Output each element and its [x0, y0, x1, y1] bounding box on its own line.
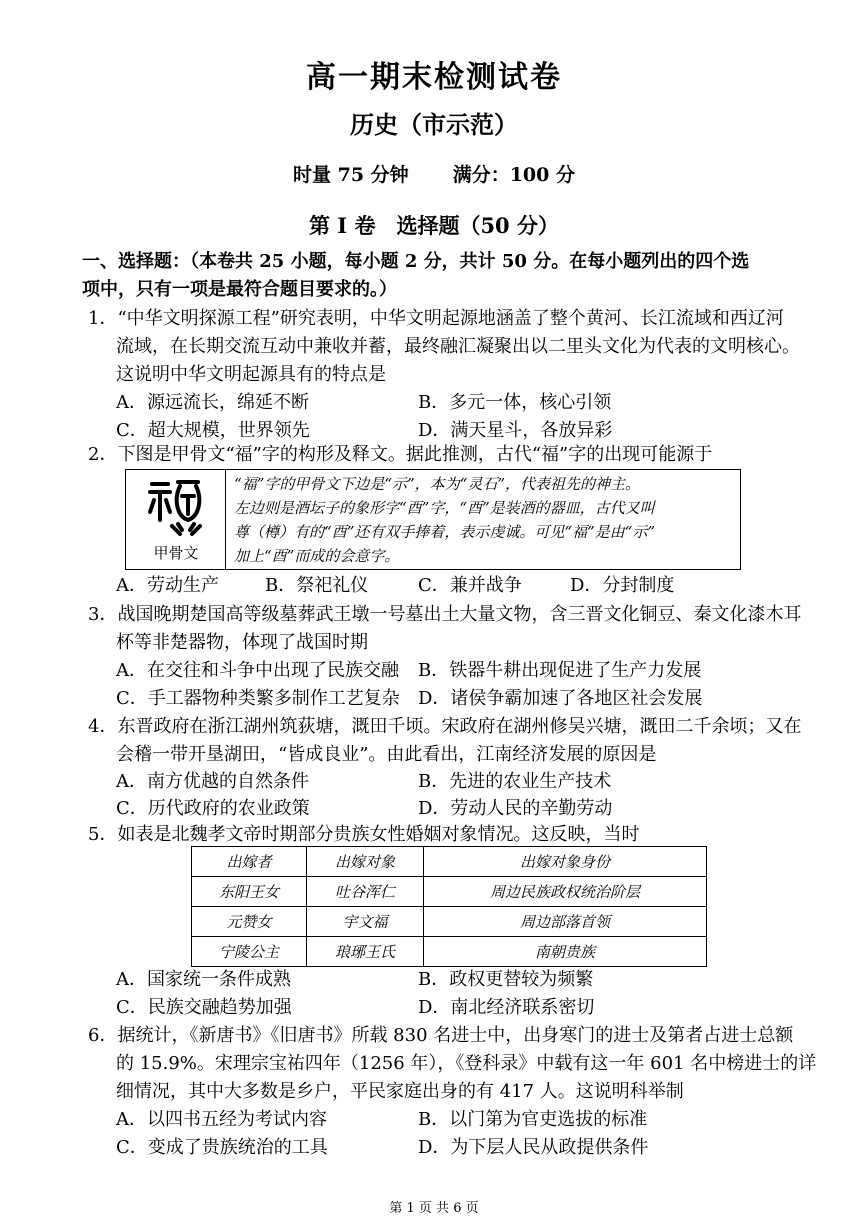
- q4-option-a[interactable]: A．南方优越的自然条件: [116, 771, 309, 792]
- q1-option-d[interactable]: D．满天星斗，各放异彩: [418, 420, 613, 441]
- q5-option-d[interactable]: D．南北经济联系密切: [418, 997, 595, 1018]
- q3-option-a[interactable]: A．在交往和斗争中出现了民族交融: [116, 660, 399, 681]
- q6-stem-line1: 6．据统计，《新唐书》《旧唐书》所载 830 名进士中，出身寒门的进士及第者占进士总额: [88, 1025, 794, 1046]
- table-row: [192, 937, 707, 967]
- exam-meta: [0, 160, 868, 187]
- section-instruction-line1: 一、选择题：（本卷共 25 小题，每小题 2 分，共计 50 分。在每小题列出的四个选: [82, 251, 750, 272]
- q1-stem-line2: 流域，在长期交流互动中兼收并蓄，最终融汇凝聚出以二里头文化为代表的文明核心。: [116, 336, 800, 357]
- q2-option-b[interactable]: B．祭祀礼仪: [265, 575, 369, 596]
- q5-stem: 5．如表是北魏孝文帝时期部分贵族女性婚姻对象情况。这反映，当时: [88, 824, 640, 845]
- q1-option-c[interactable]: C．超大规模，世界领先: [116, 420, 310, 441]
- q4-option-c[interactable]: C．历代政府的农业政策: [116, 798, 310, 819]
- table-cell: 吐谷浑仁: [307, 877, 424, 907]
- table-cell: 周边部落首领: [424, 907, 707, 937]
- table-header-row: [192, 847, 707, 877]
- explanation-line: 尊（樽）有的“酉”还有双手捧着，表示虔诚。可见“福”是由“示”: [234, 523, 656, 541]
- explanation-line: 左边则是酒坛子的象形字“酉”字，“酉”是装酒的器皿，古代又叫: [234, 499, 655, 517]
- q3-option-c[interactable]: C．手工器物种类繁多制作工艺复杂: [116, 688, 400, 709]
- table-cell: 元赞女: [192, 907, 307, 937]
- q1-stem-line1: 1．“中华文明探源工程”研究表明，中华文明起源地涵盖了整个黄河、长江流域和西辽河: [88, 308, 784, 329]
- q2-option-d[interactable]: D．分封制度: [570, 575, 675, 596]
- q6-option-a[interactable]: A．以四书五经为考试内容: [116, 1109, 327, 1130]
- table-cell: 周边民族政权统治阶层: [424, 877, 707, 907]
- table-header: 出嫁对象: [307, 847, 424, 877]
- oracle-bone-fu-glyph-icon: [148, 476, 204, 540]
- exam-title: 高一期末检测试卷: [306, 60, 562, 95]
- q1-stem-line3: 这说明中华文明起源具有的特点是: [116, 364, 386, 385]
- q2-option-c[interactable]: C．兼并战争: [418, 575, 522, 596]
- q2-stem: 2．下图是甲骨文“福”字的构形及释文。据此推测，古代“福”字的出现可能源于: [88, 444, 713, 465]
- explanation-line: 加上“酉”而成的会意字。: [234, 547, 400, 565]
- explanation-line: “福”字的甲骨文下边是“示”，本为“灵石”，代表祖先的神主。: [234, 475, 641, 493]
- page-number: 第 1 页 共 6 页: [389, 1201, 479, 1216]
- q1-option-a[interactable]: A．源远流长，绵延不断: [116, 392, 309, 413]
- q3-stem-line2: 杯等非楚器物，体现了战国时期: [116, 632, 368, 653]
- table-cell: 琅琊王氏: [307, 937, 424, 967]
- q5-option-a[interactable]: A．国家统一条件成熟: [116, 969, 291, 990]
- q5-option-c[interactable]: C．民族交融趋势加强: [116, 997, 292, 1018]
- q6-option-c[interactable]: C．变成了贵族统治的工具: [116, 1137, 328, 1158]
- marriage-table: [191, 846, 707, 967]
- q3-option-d[interactable]: D．诸侯争霸加速了各地区社会发展: [418, 688, 703, 709]
- q6-stem-line3: 细情况，其中大多数是乡户，平民家庭出身的有 417 人。这说明科举制: [116, 1081, 684, 1102]
- section-instruction-line2: 项中，只有一项是最符合题目要求的。）: [82, 279, 397, 300]
- table-cell: 宁陵公主: [192, 937, 307, 967]
- table-header: 出嫁者: [192, 847, 307, 877]
- glyph-caption: 甲骨文: [153, 544, 199, 562]
- q5-option-b[interactable]: B．政权更替较为频繁: [418, 969, 594, 990]
- q6-option-b[interactable]: B．以门第为官吏选拔的标准: [418, 1109, 648, 1130]
- table-cell: 南朝贵族: [424, 937, 707, 967]
- table-row: [192, 877, 707, 907]
- q4-stem-line2: 会稽一带开垦湖田，“皆成良业”。由此看出，江南经济发展的原因是: [116, 744, 657, 765]
- q6-option-d[interactable]: D．为下层人民从政提供条件: [418, 1137, 649, 1158]
- time-limit: 时量 75 分钟: [293, 164, 409, 186]
- table-row: [192, 907, 707, 937]
- q6-stem-line2: 的 15.9%。宋理宗宝祐四年（1256 年），《登科录》中载有这一年 601 名中榜进士的详: [116, 1053, 817, 1074]
- q3-option-b[interactable]: B．铁器牛耕出现促进了生产力发展: [418, 660, 702, 681]
- q4-option-d[interactable]: D．劳动人民的辛勤劳动: [418, 798, 613, 819]
- q2-option-a[interactable]: A．劳动生产: [116, 575, 219, 596]
- exam-subject: 历史（市示范）: [350, 110, 518, 139]
- table-header: 出嫁对象身份: [424, 847, 707, 877]
- q4-stem-line1: 4．东晋政府在浙江湖州筑荻塘，溉田千顷。宋政府在湖州修吴兴塘，溉田二千余顷；又在: [88, 716, 802, 737]
- part-heading: 第 I 卷 选择题（50 分）: [309, 213, 559, 238]
- table-cell: 东阳王女: [192, 877, 307, 907]
- table-cell: 宇文福: [307, 907, 424, 937]
- glyph-explanation: [234, 472, 734, 568]
- q2-glyph-box: [125, 469, 741, 570]
- q4-option-b[interactable]: B．先进的农业生产技术: [418, 771, 612, 792]
- glyph-cell: [126, 470, 226, 569]
- q1-option-b[interactable]: B．多元一体，核心引领: [418, 392, 612, 413]
- full-score: 满分：100 分: [452, 164, 575, 186]
- q3-stem-line1: 3．战国晚期楚国高等级墓葬武王墩一号墓出土大量文物，含三晋文化铜豆、秦文化漆木耳: [88, 604, 802, 625]
